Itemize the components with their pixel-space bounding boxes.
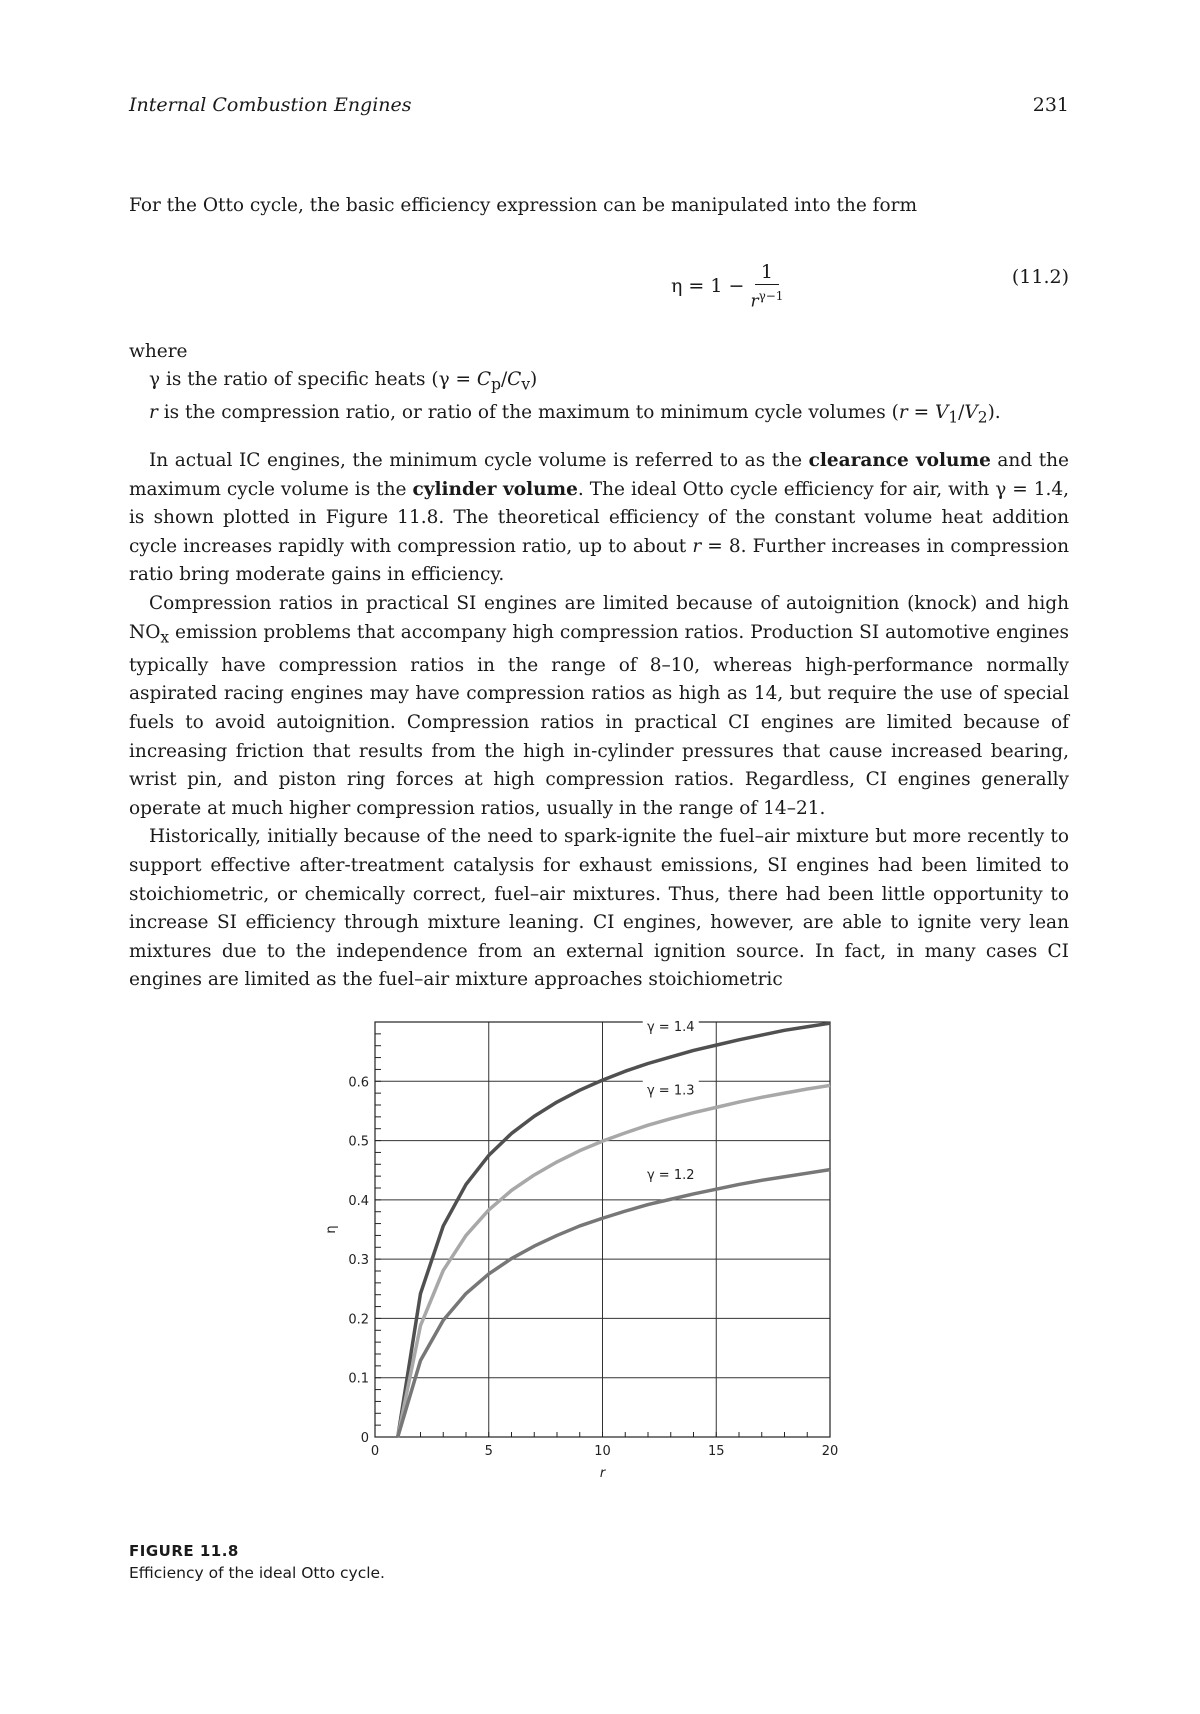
paragraph-1 bbox=[129, 447, 1069, 590]
equation-lhs: η = 1 − bbox=[671, 275, 745, 298]
figure-caption bbox=[129, 1542, 385, 1582]
def-end: ). bbox=[987, 401, 1001, 423]
equation-11-2 bbox=[129, 248, 1069, 312]
definition-gamma: γ is the ratio of specific heats $(\gamma = C_p/C_v)$ bbox=[149, 369, 538, 394]
text-run: = 8. Further increases in compression ratio bring moderate gains in efficiency. bbox=[129, 535, 1069, 586]
efficiency-chart bbox=[320, 1010, 900, 1520]
equation-den-base: r bbox=[750, 291, 759, 312]
figure-caption-text: Efficiency of the ideal Otto cycle. bbox=[129, 1564, 385, 1582]
series-line-0 bbox=[398, 1023, 830, 1437]
series-label-0: γ = 1.4 bbox=[646, 1019, 695, 1035]
def-cp: C bbox=[476, 369, 492, 390]
y-tick-label: 0.1 bbox=[348, 1371, 369, 1387]
text-run: . The ideal Otto cycle efficiency for air, with γ = 1.4, is shown plotted in Figure 11.8. The theoretical efficiency of the constant volume heat addition cycle increases rapidly with compression ratio, up to about bbox=[129, 478, 1070, 557]
def-eq: = bbox=[907, 401, 935, 423]
figure-11-8 bbox=[320, 1010, 900, 1520]
symbol-r: r bbox=[692, 535, 702, 557]
figure-label: FIGURE 11.8 bbox=[129, 1542, 239, 1560]
equation-den-exponent: γ−1 bbox=[758, 289, 784, 303]
term-clearance-volume: clearance volume bbox=[808, 450, 991, 471]
def-cv: C bbox=[507, 369, 522, 390]
y-tick-label: 0.4 bbox=[348, 1193, 369, 1209]
def-symbol: r bbox=[149, 401, 158, 423]
equation-numerator: 1 bbox=[755, 260, 779, 285]
equation-body bbox=[671, 260, 783, 313]
y-tick-label: 0.5 bbox=[348, 1134, 369, 1150]
def-text: is the compression ratio, or ratio of the maximum to minimum cycle volumes ( bbox=[157, 401, 899, 423]
intro-paragraph: For the Otto cycle, the basic efficiency expression can be manipulated into the form bbox=[129, 195, 918, 216]
x-tick-label: 20 bbox=[821, 1444, 839, 1459]
series-label-2: γ = 1.2 bbox=[646, 1168, 695, 1184]
text-run: Compression ratios in practical SI engines are limited because of autoignition (knock) and high NO bbox=[129, 592, 1069, 643]
def-cv-sub: v bbox=[521, 375, 531, 394]
y-tick-label: 0.6 bbox=[348, 1075, 369, 1091]
where-label: where bbox=[129, 341, 188, 362]
def-symbol: γ bbox=[149, 369, 161, 390]
where-block bbox=[129, 338, 1079, 431]
def-v1-sub: 1 bbox=[948, 408, 959, 427]
def-v2: V bbox=[964, 401, 978, 423]
nox-subscript: x bbox=[160, 628, 170, 647]
def-r: r bbox=[898, 401, 908, 423]
def-v2-sub: 2 bbox=[977, 408, 988, 427]
series-label-1: γ = 1.3 bbox=[646, 1083, 695, 1099]
definition-r: r is the compression ratio, or ratio of the maximum to minimum cycle volumes $(r = V_1/V_2)$. bbox=[149, 401, 1001, 427]
def-cp-sub: p bbox=[491, 375, 501, 394]
paragraph-3: Historically, initially because of the need to spark-ignite the fuel–air mixture but more recently to support effective after-treatment catalysis for exhaust emissions, SI engines had been limited to stoichiometric, or chemically correct, fuel–air mixtures. Thus, there had been little opportunity to increase SI efficiency through mixture leaning. CI engines, however, are able to ignite very lean mixtures due to the independence from an external ignition source. In fact, in many cases CI engines are limited as the fuel–air mixture approaches stoichiometric bbox=[129, 826, 1069, 991]
y-tick-label: 0 bbox=[360, 1431, 369, 1446]
y-axis-label: η bbox=[324, 1225, 339, 1234]
series-line-2 bbox=[398, 1170, 830, 1437]
x-tick-label: 15 bbox=[707, 1444, 725, 1459]
running-head: Internal Combustion Engines bbox=[129, 94, 412, 116]
text-run: emission problems that accompany high compression ratios. Production SI automotive engines typically have compression ratios in the range of 8–10, whereas high-performance normally aspirated racing engines may have compression ratios as high as 14, but require the use of special fuels to avoid autoignition. Compression ratios in practical CI engines are limited because of increasing friction that results from the high in-cylinder pressures that cause increased bearing, wrist pin, and piston ring forces at high compression ratios. Regardless, CI engines generally operate at much higher compression ratios, usually in the range of 14–21. bbox=[129, 621, 1069, 819]
def-v1: V bbox=[934, 401, 949, 423]
y-tick-label: 0.2 bbox=[348, 1312, 369, 1328]
series-line-1 bbox=[398, 1085, 830, 1437]
x-axis-label: r bbox=[599, 1466, 606, 1481]
body-paragraphs bbox=[129, 447, 1069, 995]
def-text: is the ratio of specific heats (γ = bbox=[160, 369, 477, 390]
text-run: and the maximum cycle volume is the bbox=[129, 450, 1069, 500]
x-tick-label: 0 bbox=[370, 1444, 380, 1459]
paragraph-2 bbox=[129, 590, 1069, 823]
def-end: ) bbox=[530, 369, 538, 390]
x-tick-label: 5 bbox=[484, 1444, 493, 1459]
x-tick-label: 10 bbox=[594, 1444, 611, 1459]
page-number: 231 bbox=[1032, 94, 1069, 116]
equation-fraction bbox=[750, 260, 783, 313]
equation-number: (11.2) bbox=[1011, 266, 1069, 288]
text-run: In actual IC engines, the minimum cycle volume is referred to as the bbox=[149, 450, 809, 471]
y-tick-label: 0.3 bbox=[348, 1253, 369, 1269]
term-cylinder-volume: cylinder volume bbox=[412, 478, 578, 500]
equation-denominator bbox=[750, 285, 783, 313]
page-header bbox=[129, 94, 1069, 124]
